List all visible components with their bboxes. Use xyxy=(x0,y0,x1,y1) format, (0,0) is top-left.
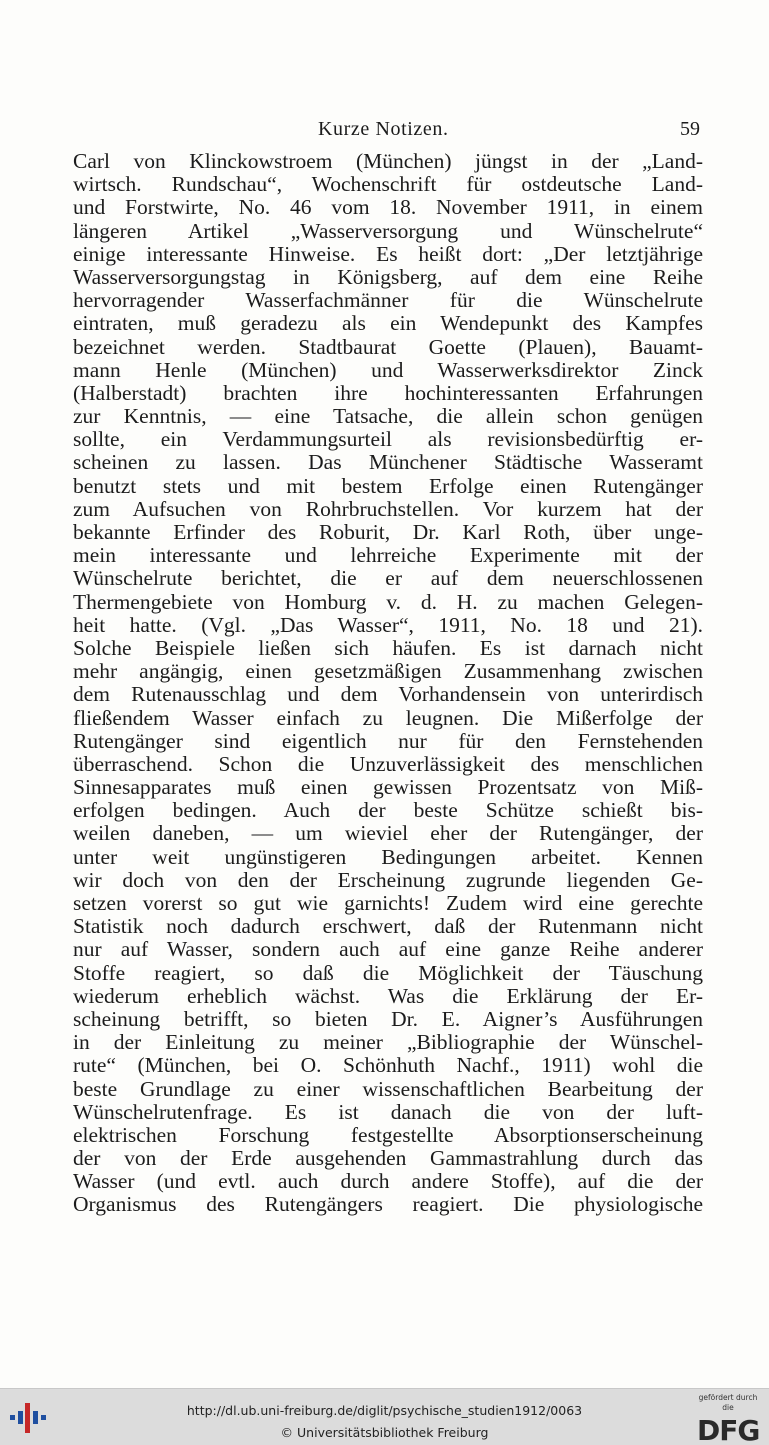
text-line: sollte, ein Verdammungsurteil als revisionsbedürftig er- xyxy=(73,428,703,452)
text-line: Wasserversorgungstag in Königsberg, auf dem eine Reihe xyxy=(73,265,703,289)
text-line: unter weit ungünstigeren Bedingungen arbeitet. Kennen xyxy=(73,845,703,869)
text-line: dem Rutenausschlag und dem Vorhandensein von unterirdisch xyxy=(73,683,703,707)
text-line: erfolgen bedingen. Auch der beste Schütze schießt bis- xyxy=(73,799,703,823)
text-line: längeren Artikel „Wasserversorgung und Wünschelrute“ xyxy=(73,219,703,243)
text-line: Thermengebiete von Homburg v. d. H. zu machen Gelegen- xyxy=(73,590,703,614)
text-line: der von der Erde ausgehenden Gammastrahlung durch das xyxy=(73,1147,703,1171)
text-line: mein interessante und lehrreiche Experimente mit der xyxy=(73,544,703,568)
text-line: eintraten, muß geradezu als ein Wendepunkt des Kampfes xyxy=(73,312,703,336)
source-url-link[interactable]: http://dl.ub.uni-freiburg.de/diglit/psychische_studien1912/0063 xyxy=(186,1403,583,1418)
text-line: scheinung betrifft, so bieten Dr. E. Aigner’s Ausführungen xyxy=(73,1007,703,1031)
text-line: überraschend. Schon die Unzuverlässigkeit des menschlichen xyxy=(73,752,703,776)
running-title: Kurze Notizen. xyxy=(318,118,449,140)
text-line: Wünschelrutenfrage. Es ist danach die von der luft- xyxy=(73,1100,703,1124)
text-line: in der Einleitung zu meiner „Bibliographie der Wünschel- xyxy=(73,1031,703,1055)
viewer-footer xyxy=(0,1388,769,1445)
running-head xyxy=(0,114,769,144)
text-line: fließendem Wasser einfach zu leugnen. Die Mißerfolge der xyxy=(73,706,703,730)
text-line: Carl von Klinckowstroem (München) jüngst in der „Land- xyxy=(73,150,703,173)
page-number: 59 xyxy=(680,118,700,140)
text-line: Wünschelrute berichtet, die er auf dem neuerschlossenen xyxy=(73,567,703,591)
text-line: bezeichnet werden. Stadtbaurat Goette (Plauen), Bauamt- xyxy=(73,335,703,359)
text-line: zur Kenntnis, — eine Tatsache, die allein schon genügen xyxy=(73,405,703,429)
text-line: rute“ (München, bei O. Schönhuth Nachf., 1911) wohl die xyxy=(73,1054,703,1078)
dfg-logo xyxy=(697,1393,759,1443)
text-line: mehr angängig, einen gesetzmäßigen Zusammenhang zwischen xyxy=(73,660,703,684)
text-line: (Halberstadt) brachten ihre hochinteressanten Erfahrungen xyxy=(73,381,703,405)
text-line: einige interessante Hinweise. Es heißt dort: „Der letztjährige xyxy=(73,242,703,266)
text-line: Rutengänger sind eigentlich nur für den Fernstehenden xyxy=(73,729,703,753)
text-line: weilen daneben, — um wieviel eher der Rutengänger, der xyxy=(73,822,703,846)
text-line: setzen vorerst so gut wie garnichts! Zudem wird eine gerechte xyxy=(73,892,703,915)
text-line: Wasser (und evtl. auch durch andere Stoffe), auf die der xyxy=(73,1170,703,1194)
text-line: Statistik noch dadurch erschwert, daß der Rutenmann nicht xyxy=(73,915,703,939)
text-line: Stoffe reagiert, so daß die Möglichkeit der Täuschung xyxy=(73,961,703,985)
text-line: benutzt stets und mit bestem Erfolge einen Rutengänger xyxy=(73,474,703,498)
text-line: heit hatte. (Vgl. „Das Wasser“, 1911, No. 18 und 21). xyxy=(73,613,703,637)
text-line: mann Henle (München) und Wasserwerksdirektor Zinck xyxy=(73,358,703,382)
text-line: wiederum erheblich wächst. Was die Erklärung der Er- xyxy=(73,984,703,1008)
copyright-notice: © Universitätsbibliothek Freiburg xyxy=(280,1425,489,1440)
text-line: und Forstwirte, No. 46 vom 18. November 1911, in einem xyxy=(73,196,703,220)
text-line: hervorragender Wasserfachmänner für die Wünschelrute xyxy=(73,289,703,313)
text-line: nur auf Wasser, sondern auch auf eine ganze Reihe anderer xyxy=(73,938,703,962)
text-line: zum Aufsuchen von Rohrbruchstellen. Vor kurzem hat der xyxy=(73,497,703,521)
text-line: elektrischen Forschung festgestellte Absorptionserscheinung xyxy=(73,1123,703,1147)
text-line: wir doch von den der Erscheinung zugrunde liegenden Ge- xyxy=(73,868,703,892)
dfg-mark: DFG xyxy=(697,1414,760,1445)
text-line: scheinen zu lassen. Das Münchener Städtische Wasseramt xyxy=(73,451,703,475)
text-line: beste Grundlage zu einer wissenschaftlichen Bearbeitung der xyxy=(73,1077,703,1101)
text-line: Organismus des Rutengängers reagiert. Die physiologische xyxy=(73,1193,703,1217)
body-text xyxy=(73,150,703,1217)
text-line: bekannte Erfinder des Roburit, Dr. Karl Roth, über unge- xyxy=(73,521,703,544)
text-line: Solche Beispiele ließen sich häufen. Es ist darnach nicht xyxy=(73,636,703,660)
text-line: wirtsch. Rundschau“, Wochenschrift für ostdeutsche Land- xyxy=(73,173,703,197)
text-line: Sinnesapparates muß einen gewissen Prozentsatz von Miß- xyxy=(73,776,703,800)
dfg-caption: gefördert durch die xyxy=(698,1393,758,1412)
